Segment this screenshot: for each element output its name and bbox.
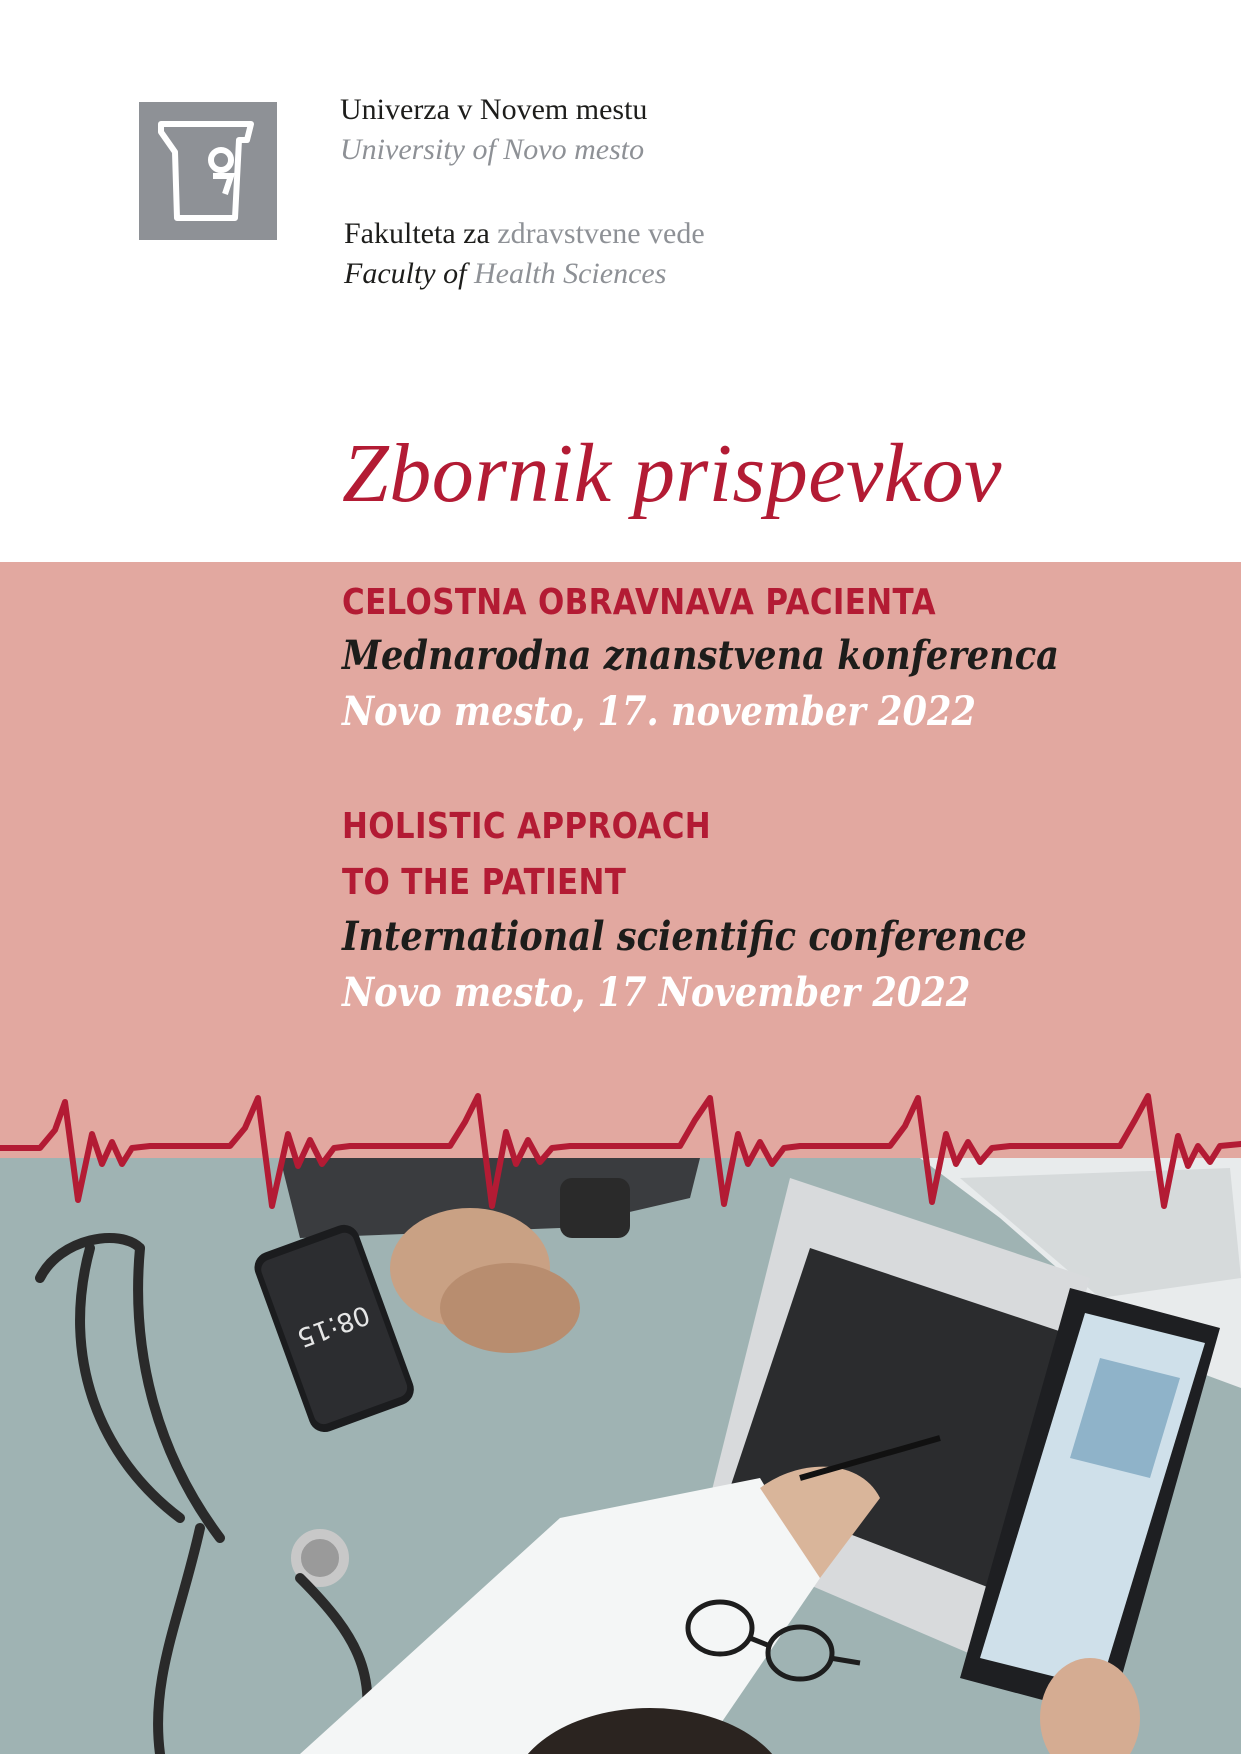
conference-name-en-line2: TO THE PATIENT (342, 862, 627, 903)
university-logo (139, 102, 277, 240)
faculty-en-prefix: Faculty of (344, 257, 467, 290)
phone-clock: 08:15 (292, 1298, 374, 1353)
conference-date-sl: Novo mesto, 17. november 2022 (342, 688, 976, 735)
university-logo-icon (139, 102, 277, 240)
conference-subtitle-en: International scientific conference (342, 913, 1027, 960)
faculty-name-en (344, 257, 666, 291)
faculty-sl-rest: zdravstvene vede (497, 217, 705, 250)
conference-date-en: Novo mesto, 17 November 2022 (342, 969, 971, 1016)
conference-name-en-line1: HOLISTIC APPROACH (342, 806, 712, 847)
university-name-en: University of Novo mesto (340, 133, 645, 166)
cover-photo (0, 1158, 1241, 1754)
conference-name-sl: CELOSTNA OBRAVNAVA PACIENTA (342, 582, 936, 623)
university-name-sl: Univerza v Novem mestu (340, 93, 648, 126)
conference-subtitle-sl: Mednarodna znanstvena konferenca (342, 632, 1059, 679)
faculty-sl-prefix: Fakulteta za (344, 217, 490, 250)
faculty-name-sl (344, 217, 705, 251)
heartbeat-line-icon (0, 1090, 1241, 1230)
faculty-en-rest: Health Sciences (473, 257, 667, 290)
page-title: Zbornik prispevkov (342, 427, 1002, 520)
desk-illustration (0, 1158, 1241, 1754)
